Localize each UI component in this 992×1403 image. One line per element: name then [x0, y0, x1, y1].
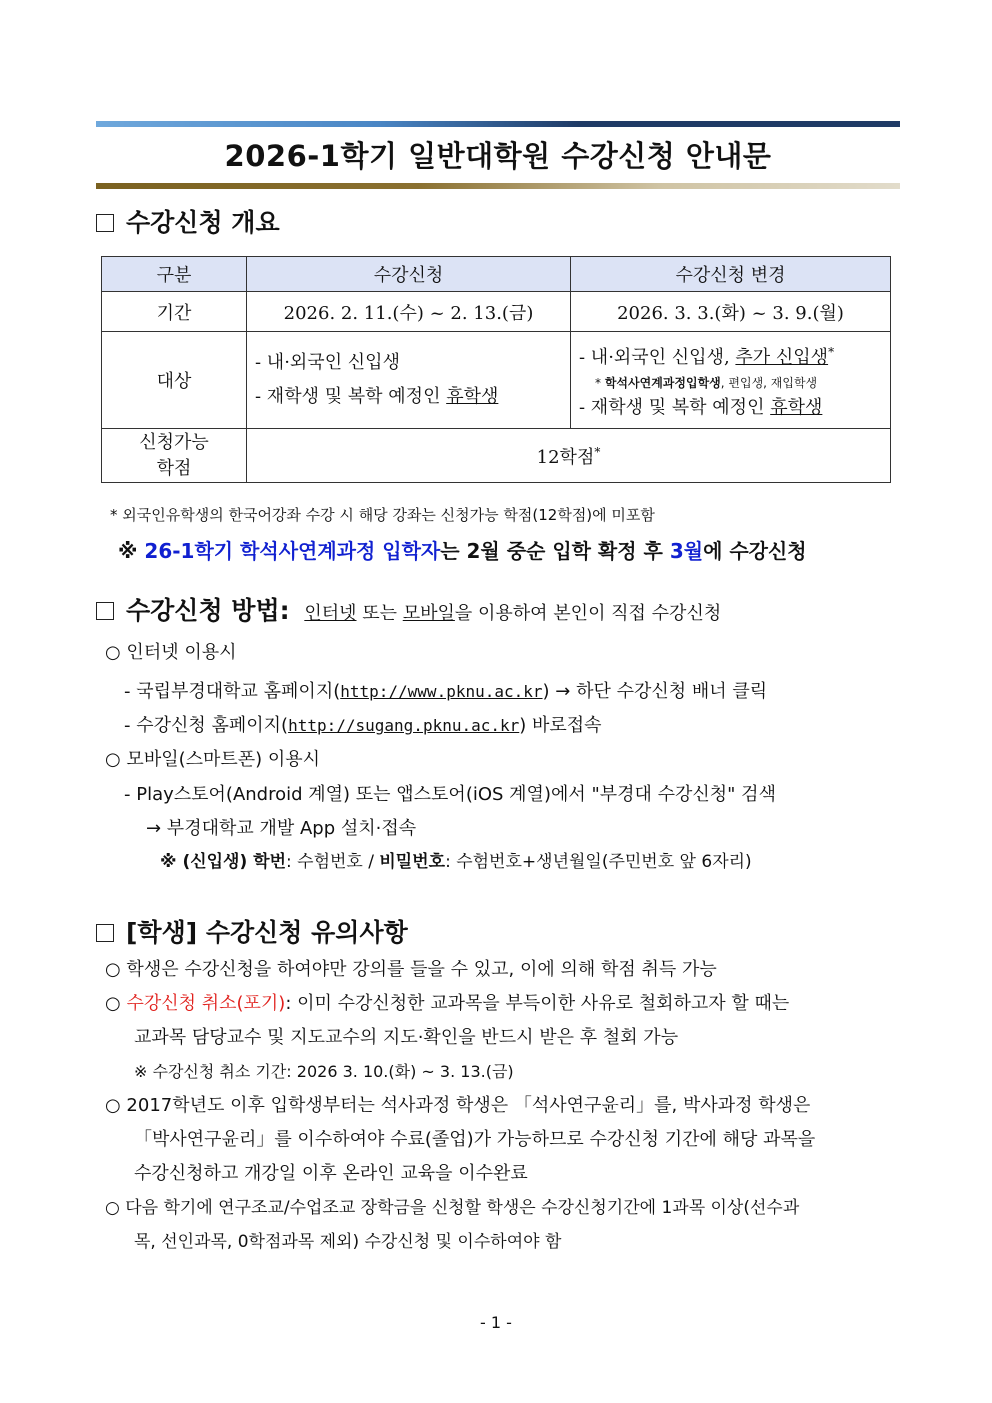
- header-cell: 구분: [102, 257, 247, 292]
- checkbox-square-icon: [96, 602, 114, 620]
- caution-3-line-2: 「박사연구윤리」를 이수하여야 수료(졸업)가 가능하므로 수강신청 기간에 해당 과목을: [134, 1129, 816, 1150]
- caution-2-note: ※ 수강신청 취소 기간: 2026 3. 10.(화) ~ 3. 13.(금): [134, 1062, 514, 1081]
- mobile-line-2: → 부경대학교 개발 App 설치·접속: [146, 818, 417, 839]
- period-change: 2026. 3. 3.(화) ~ 3. 9.(월): [571, 292, 891, 332]
- page-number: - 1 -: [480, 1313, 512, 1332]
- checkbox-square-icon: [96, 924, 114, 942]
- target-line: - 재학생 및 복학 예정인 휴학생: [255, 386, 499, 407]
- internet-line-2: - 수강신청 홈페이지(http://sugang.pknu.ac.kr) 바로접속: [124, 715, 602, 736]
- row-label: 기간: [102, 292, 247, 332]
- target-line: - 내·외국인 신입생, 추가 신입생*: [579, 345, 835, 368]
- table-row-period: [102, 292, 891, 332]
- registration-target: [247, 332, 571, 429]
- internet-title: ○ 인터넷 이용시: [105, 642, 237, 663]
- period-registration: 2026. 2. 11.(수) ~ 2. 13.(금): [247, 292, 571, 332]
- row-label: 신청가능 학점: [102, 429, 247, 483]
- table-row-credits: [102, 429, 891, 483]
- title-bottom-bar: [96, 183, 900, 189]
- pknu-link[interactable]: http://www.pknu.ac.kr: [340, 682, 543, 701]
- internet-line-1: - 국립부경대학교 홈페이지(http://www.pknu.ac.kr) → 하단 수강신청 배너 클릭: [124, 681, 768, 702]
- method-description: 인터넷 또는 모바일을 이용하여 본인이 직접 수강신청: [304, 603, 722, 624]
- caution-2-line-2: 교과목 담당교수 및 지도교수의 지도·확인을 반드시 받은 후 철회 가능: [134, 1027, 679, 1048]
- table-header-row: [102, 257, 891, 292]
- title-top-bar: [96, 121, 900, 127]
- section-heading-overview: 수강신청 개요: [96, 206, 280, 240]
- target-note: * 학석사연계과정입학생, 편입생, 재입학생: [595, 376, 818, 390]
- caution-3-line-1: ○ 2017학년도 이후 입학생부터는 석사과정 학생은 「석사연구윤리」를, 박사과정 학생은: [105, 1095, 811, 1116]
- sugang-link[interactable]: http://sugang.pknu.ac.kr: [288, 716, 520, 735]
- mobile-note: ※ (신입생) 학번: 수험번호 / 비밀번호: 수험번호+생년월일(주민번호 앞 6자리): [160, 852, 752, 872]
- section-heading-method: 수강신청 방법: 인터넷 또는 모바일을 이용하여 본인이 직접 수강신청: [96, 594, 721, 631]
- target-line: - 내·외국인 신입생: [255, 352, 400, 373]
- caution-4-line-2: 목, 선인과목, 0학점과목 제외) 수강신청 및 이수하여야 함: [134, 1232, 562, 1252]
- overview-table: [101, 256, 891, 483]
- caution-2: ○ 수강신청 취소(포기): 이미 수강신청한 교과목을 부득이한 사유로 철회하고자 할 때는: [105, 993, 790, 1014]
- mobile-line-1: - Play스토어(Android 계열) 또는 앱스토어(iOS 계열)에서 "부경대 수강신청" 검색: [124, 784, 776, 805]
- target-line: - 재학생 및 복학 예정인 휴학생: [579, 397, 823, 418]
- caution-1: ○ 학생은 수강신청을 하여야만 강의를 들을 수 있고, 이에 의해 학점 취득 가능: [105, 959, 717, 980]
- credit-value: 12학점*: [247, 429, 891, 483]
- change-target: [571, 332, 891, 429]
- row-label: 대상: [102, 332, 247, 429]
- table-row-target: [102, 332, 891, 429]
- notice-line: ※ 26-1학기 학석사연계과정 입학자는 2월 중순 입학 확정 후 3월에 수강신청: [118, 539, 807, 563]
- header-cell: 수강신청 변경: [571, 257, 891, 292]
- caution-3-line-3: 수강신청하고 개강일 이후 온라인 교육을 이수완료: [134, 1163, 528, 1184]
- header-cell: 수강신청: [247, 257, 571, 292]
- checkbox-square-icon: [96, 214, 114, 232]
- section-heading-cautions: [학생] 수강신청 유의사항: [96, 916, 408, 950]
- footnote: * 외국인유학생의 한국어강좌 수강 시 해당 강좌는 신청가능 학점(12학점)에 미포함: [110, 506, 655, 524]
- caution-4-line-1: ○ 다음 학기에 연구조교/수업조교 장학금을 신청할 학생은 수강신청기간에 1과목 이상(선수과: [105, 1198, 800, 1218]
- mobile-title: ○ 모바일(스마트폰) 이용시: [105, 749, 321, 770]
- page-title: 2026-1학기 일반대학원 수강신청 안내문: [224, 139, 772, 173]
